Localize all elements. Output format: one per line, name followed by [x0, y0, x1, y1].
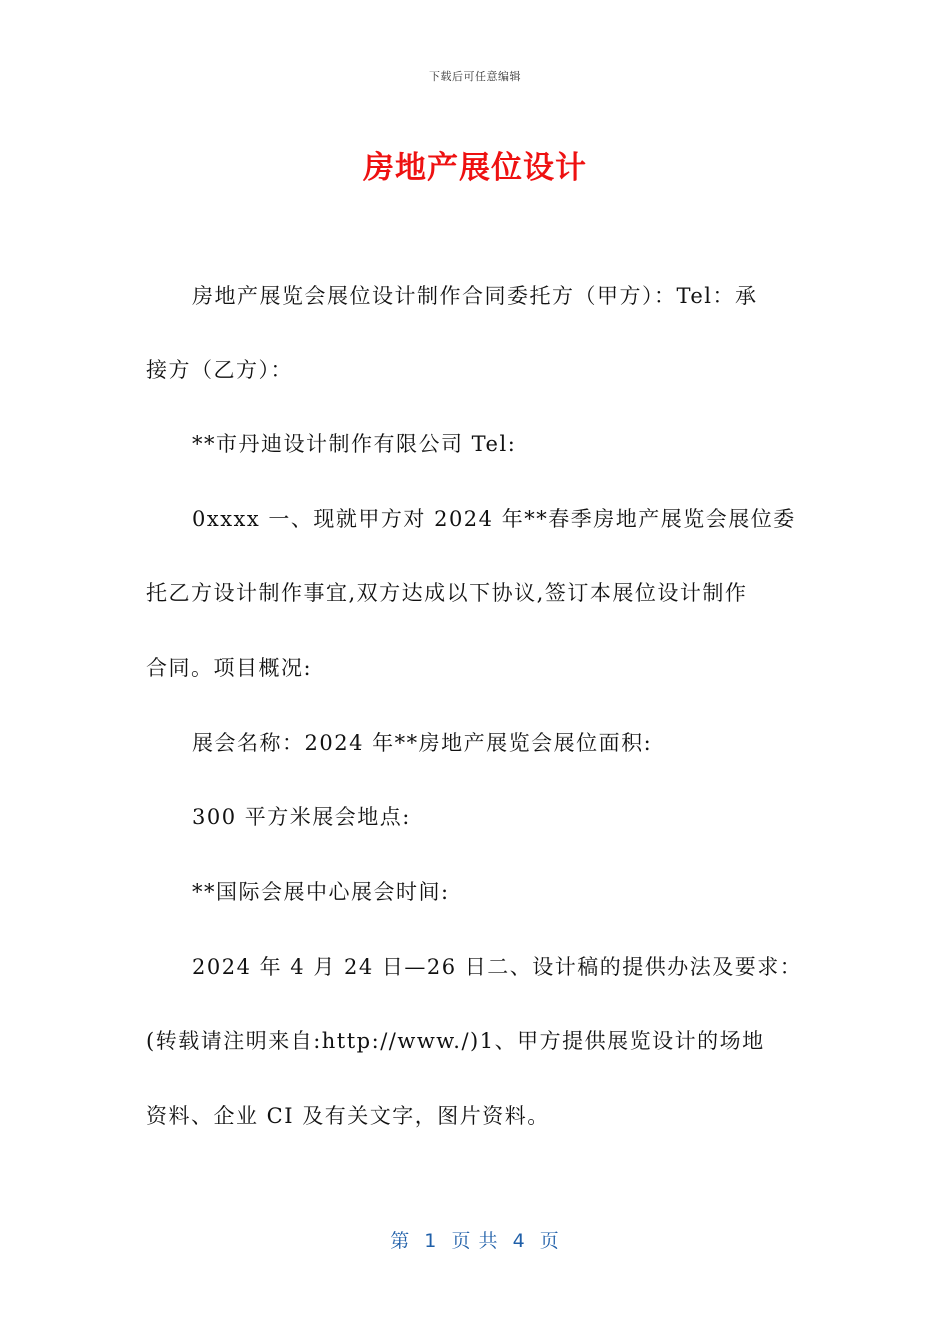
paragraph-line: **国际会展中心展会时间: — [192, 880, 450, 904]
paragraph-line: (转载请注明来自:http://www./)1、甲方提供展览设计的场地 — [146, 1029, 765, 1053]
paragraph-line: 展会名称：2024 年**房地产展览会展位面积: — [192, 731, 653, 755]
paragraph-line: 0xxxx 一、现就甲方对 2024 年**春季房地产展览会展位委 — [192, 507, 796, 531]
paragraph-line: **市丹迪设计制作有限公司 Tel: — [192, 432, 517, 456]
paragraph-line: 资料、企业 CI 及有关文字，图片资料。 — [146, 1104, 550, 1128]
header-note: 下载后可任意编辑 — [429, 70, 521, 83]
document-title: 房地产展位设计 — [363, 150, 587, 186]
paragraph-line: 接方（乙方）： — [146, 358, 293, 382]
paragraph-line: 托乙方设计制作事宜,双方达成以下协议,签订本展位设计制作 — [146, 581, 748, 605]
paragraph-line: 房地产展览会展位设计制作合同委托方（甲方）：Tel：承 — [192, 284, 758, 308]
paragraph-line: 合同。项目概况: — [146, 656, 313, 680]
page-number-footer: 第 1 页 共 4 页 — [390, 1230, 560, 1252]
paragraph-line: 300 平方米展会地点: — [192, 805, 411, 829]
paragraph-line: 2024 年 4 月 24 日—26 日二、设计稿的提供办法及要求： — [192, 955, 803, 979]
